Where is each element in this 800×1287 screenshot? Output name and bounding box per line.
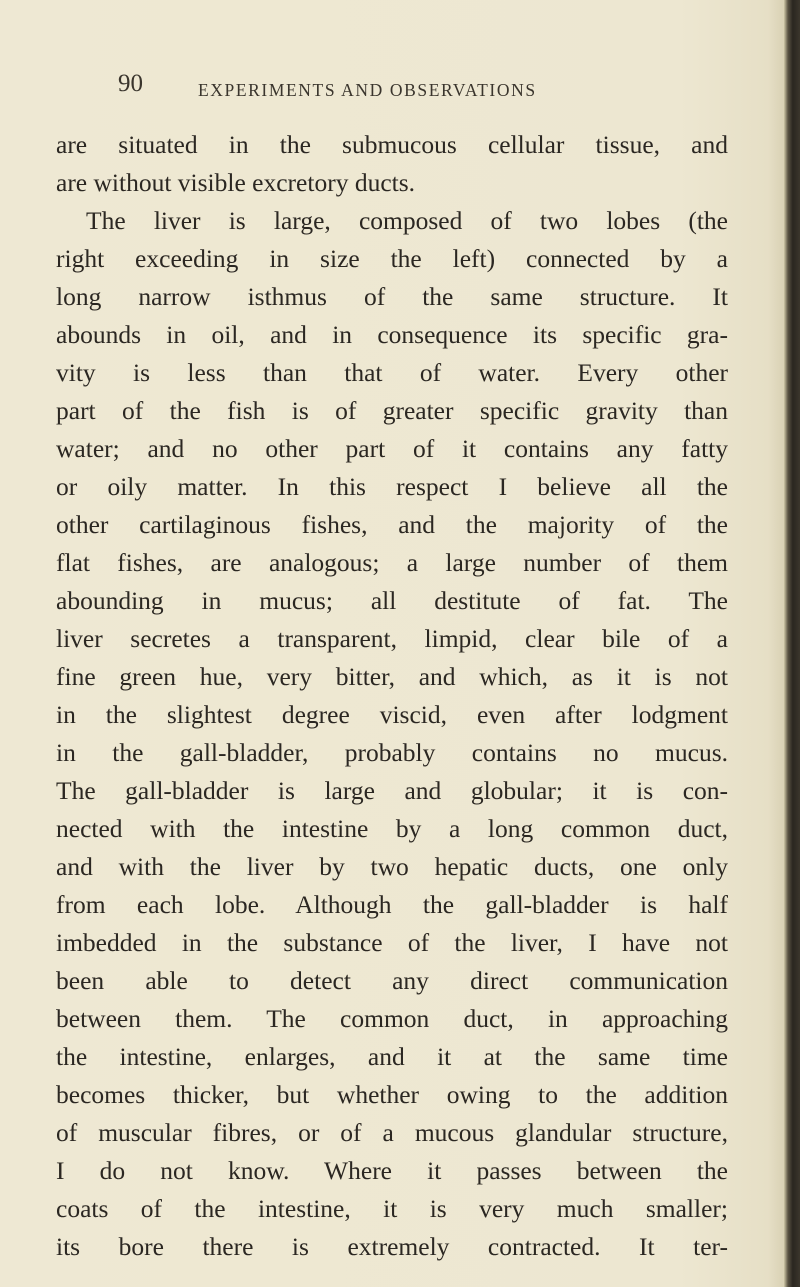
text-line: in the slightest degree viscid, even after lodgment xyxy=(56,700,728,729)
text-line: of muscular fibres, or of a mucous glandular structure, xyxy=(56,1118,728,1147)
text-line: The gall-bladder is large and globular; it is con- xyxy=(56,776,728,805)
text-line: becomes thicker, but whether owing to the addition xyxy=(56,1080,728,1109)
text-line: The liver is large, composed of two lobes (the xyxy=(86,206,728,235)
text-line: are situated in the submucous cellular tissue, and xyxy=(56,130,728,159)
body-text xyxy=(56,126,728,1266)
text-line: nected with the intestine by a long common duct, xyxy=(56,814,728,843)
text-line: fine green hue, very bitter, and which, as it is not xyxy=(56,662,728,691)
text-line: liver secretes a transparent, limpid, clear bile of a xyxy=(56,624,728,653)
text-line: between them. The common duct, in approaching xyxy=(56,1004,728,1033)
page-number: 90 xyxy=(118,70,143,97)
text-line: part of the fish is of greater specific gravity than xyxy=(56,396,728,425)
text-line: from each lobe. Although the gall-bladder is half xyxy=(56,890,728,919)
text-line: other cartilaginous fishes, and the majority of the xyxy=(56,510,728,539)
text-line: in the gall-bladder, probably contains no mucus. xyxy=(56,738,728,767)
text-line: are without visible excretory ducts. xyxy=(56,168,416,197)
text-line: I do not know. Where it passes between the xyxy=(56,1156,728,1185)
page-binding-edge xyxy=(784,0,800,1287)
text-line: long narrow isthmus of the same structure. It xyxy=(56,282,728,311)
text-line: been able to detect any direct communication xyxy=(56,966,728,995)
text-line: the intestine, enlarges, and it at the same time xyxy=(56,1042,728,1071)
text-line: flat fishes, are analogous; a large number of them xyxy=(56,548,728,577)
page-header xyxy=(118,70,658,104)
text-line: and with the liver by two hepatic ducts, one only xyxy=(56,852,728,881)
text-line: vity is less than that of water. Every other xyxy=(56,358,728,387)
text-line: abounds in oil, and in consequence its specific gra- xyxy=(56,320,728,349)
text-line: its bore there is extremely contracted. It ter- xyxy=(56,1232,728,1261)
text-line: coats of the intestine, it is very much smaller; xyxy=(56,1194,728,1223)
running-head: EXPERIMENTS AND OBSERVATIONS xyxy=(198,80,537,100)
text-line: water; and no other part of it contains any fatty xyxy=(56,434,728,463)
text-line: or oily matter. In this respect I believe all the xyxy=(56,472,728,501)
text-line: imbedded in the substance of the liver, I have not xyxy=(56,928,728,957)
text-line: right exceeding in size the left) connected by a xyxy=(56,244,728,273)
text-line: abounding in mucus; all destitute of fat. The xyxy=(56,586,728,615)
